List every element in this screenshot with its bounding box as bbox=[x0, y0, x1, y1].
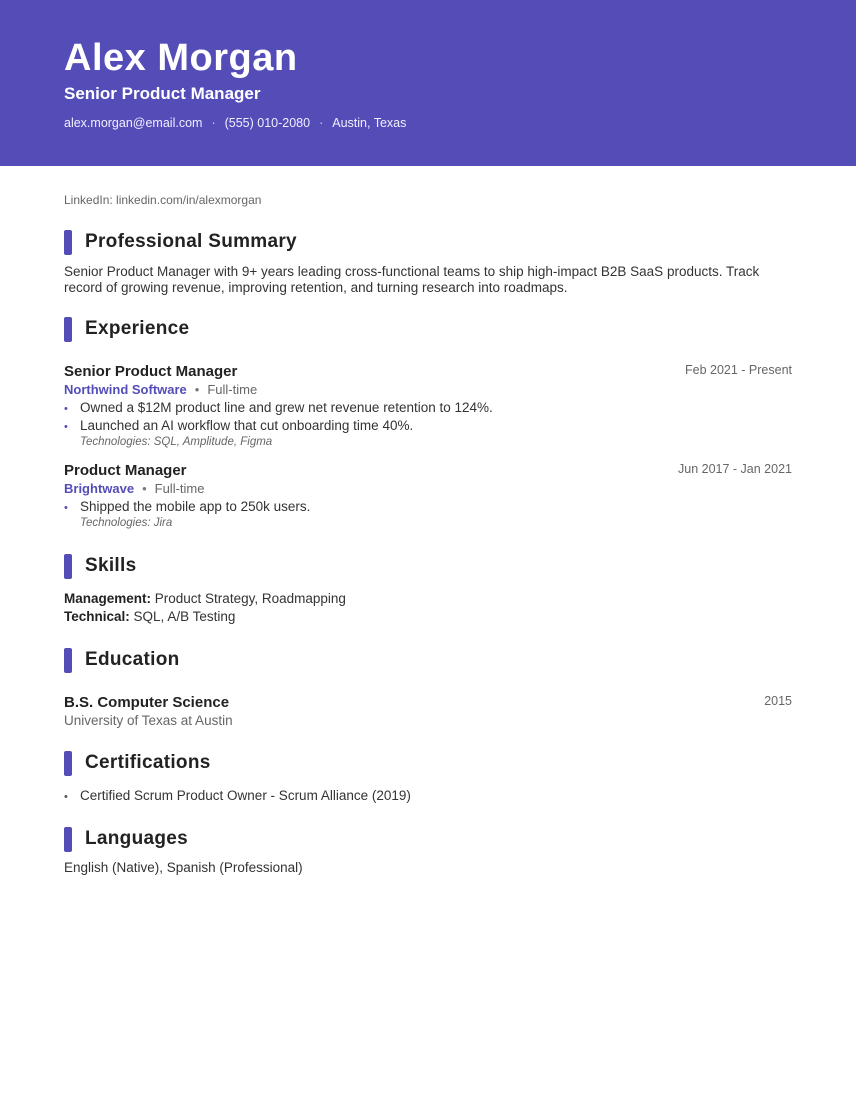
section-skills-heading bbox=[64, 553, 136, 579]
section-accent-bar bbox=[64, 230, 72, 255]
degree-title: B.S. Computer Science bbox=[64, 694, 230, 711]
skill-items: SQL, A/B Testing bbox=[133, 609, 236, 624]
section-accent-bar bbox=[64, 827, 72, 852]
job-dates: Feb 2021 - Present bbox=[684, 363, 792, 377]
job-bullet bbox=[64, 499, 310, 514]
section-certifications-heading bbox=[64, 750, 211, 776]
contact-phone[interactable]: (555) 010-2080 bbox=[224, 116, 311, 130]
section-experience-heading bbox=[64, 316, 189, 342]
section-title: Education bbox=[85, 649, 180, 670]
contact-email[interactable]: alex.morgan@email.com bbox=[64, 116, 203, 130]
employment-type: Full-time bbox=[154, 481, 205, 496]
section-accent-bar bbox=[64, 751, 72, 776]
job-technologies: Technologies: SQL, Amplitude, Figma bbox=[80, 436, 273, 448]
company-name: Brightwave bbox=[64, 481, 135, 496]
job-technologies: Technologies: Jira bbox=[80, 517, 173, 529]
bullet-marker: • bbox=[64, 502, 68, 514]
bullet-text: Shipped the mobile app to 250k users. bbox=[80, 499, 311, 514]
section-title: Professional Summary bbox=[85, 231, 297, 252]
meta-separator: • bbox=[142, 481, 147, 496]
bullet-marker: • bbox=[64, 421, 68, 433]
graduation-year: 2015 bbox=[764, 694, 792, 708]
candidate-name: Alex Morgan bbox=[64, 37, 298, 79]
languages-text: English (Native), Spanish (Professional) bbox=[64, 860, 303, 875]
job-bullet bbox=[64, 418, 413, 433]
job-title: Product Manager bbox=[64, 462, 187, 479]
section-summary-heading bbox=[64, 229, 297, 255]
certification-text: Certified Scrum Product Owner - Scrum Alliance (2019) bbox=[80, 788, 411, 803]
job-bullet bbox=[64, 400, 493, 415]
summary-text: Senior Product Manager with 9+ years leading cross-functional teams to ship high-impact B2B SaaS products. Track record of growing revenue, improving retention, and turning research into roadmaps. bbox=[64, 264, 760, 295]
section-accent-bar bbox=[64, 554, 72, 579]
employment-type: Full-time bbox=[207, 382, 258, 397]
linkedin-link[interactable]: LinkedIn: linkedin.com/in/alexmorgan bbox=[64, 193, 262, 207]
contact-separator: · bbox=[211, 116, 216, 130]
meta-separator: • bbox=[194, 382, 200, 397]
bullet-text: Launched an AI workflow that cut onboarding time 40%. bbox=[80, 418, 414, 433]
section-accent-bar bbox=[64, 317, 72, 342]
section-title: Skills bbox=[85, 555, 137, 576]
job-title: Senior Product Manager bbox=[64, 363, 238, 380]
skill-category: Technical: bbox=[64, 609, 130, 624]
section-education-heading bbox=[64, 647, 180, 673]
bullet-marker: • bbox=[64, 403, 68, 415]
section-languages-heading bbox=[64, 826, 188, 852]
job-dates: Jun 2017 - Jan 2021 bbox=[678, 462, 792, 476]
company-name: Northwind Software bbox=[64, 382, 187, 397]
school-name: University of Texas at Austin bbox=[64, 713, 233, 728]
job-meta bbox=[64, 481, 204, 496]
skill-row bbox=[64, 609, 235, 624]
section-accent-bar bbox=[64, 648, 72, 673]
certification-item bbox=[64, 788, 411, 803]
candidate-title: Senior Product Manager bbox=[64, 84, 261, 103]
contact-location: Austin, Texas bbox=[332, 116, 407, 130]
section-title: Certifications bbox=[85, 752, 211, 773]
contact-separator: · bbox=[319, 116, 324, 130]
skill-row bbox=[64, 591, 346, 606]
section-title: Languages bbox=[85, 828, 188, 849]
bullet-text: Owned a $12M product line and grew net revenue retention to 124%. bbox=[80, 400, 493, 415]
job-meta bbox=[64, 382, 257, 397]
resume-header bbox=[0, 0, 856, 166]
skill-category: Management: bbox=[64, 591, 152, 606]
contact-line bbox=[64, 115, 406, 131]
bullet-marker: • bbox=[64, 791, 68, 803]
section-title: Experience bbox=[85, 318, 190, 339]
skill-items: Product Strategy, Roadmapping bbox=[154, 591, 346, 606]
